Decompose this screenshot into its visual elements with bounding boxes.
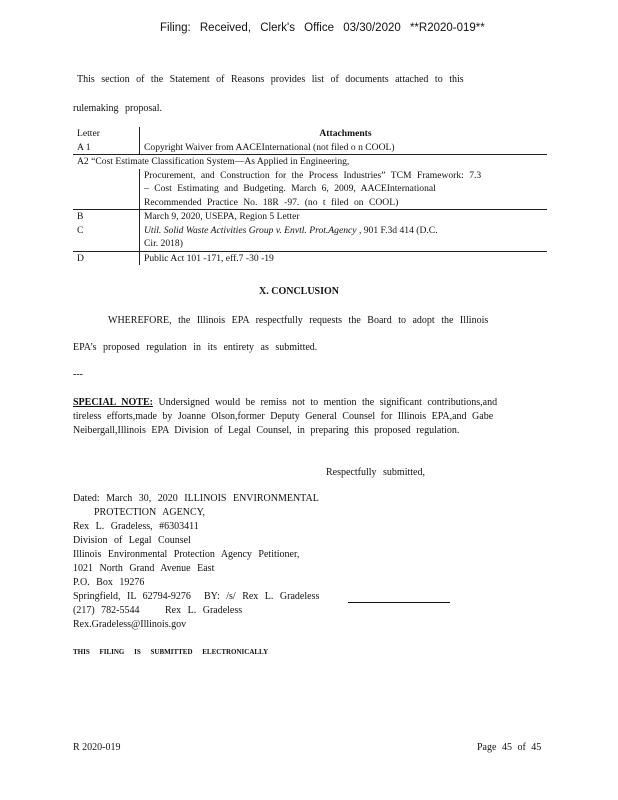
email: Rex.Gradeless@Illinois.gov xyxy=(73,619,187,630)
row-description: Copyright Waiver from AACEInternational (not filed o n COOL) xyxy=(144,141,395,153)
street-address: 1021 North Grand Avenue East xyxy=(73,563,215,574)
conclusion-line-2: EPA’s proposed regulation in its entirety as submitted. xyxy=(73,342,318,353)
by-line: BY: /s/ Rex L. Gradeless xyxy=(204,591,320,602)
dated-line: Dated: March 30, 2020 ILLINOIS ENVIRONMENTAL xyxy=(73,493,319,504)
footer-docket: R 2020-019 xyxy=(73,742,121,753)
case-name: Util. Solid Waste Activities Group v. Envtl. Prot.Agency xyxy=(144,224,357,236)
row-description: March 9, 2020, USEPA, Region 5 Letter xyxy=(140,210,548,224)
footer-page-number: Page 45 of 45 xyxy=(477,742,542,753)
table-row xyxy=(73,210,547,224)
row-description: Procurement, and Construction for the Process Industries” TCM Framework: 7.3 – Cost Estimating and Budgeting. March 6, 2009, AACEInternational Recommended Practice No. 18R -97. (no t filed on COOL) xyxy=(144,169,482,208)
table-row xyxy=(73,141,547,155)
phone: (217) 782-5544 xyxy=(73,605,140,616)
special-note-label: SPECIAL NOTE: xyxy=(73,397,153,408)
attorney-name: Rex L. Gradeless, #6303411 xyxy=(73,521,199,532)
conclusion-line-1: WHEREFORE, the Illinois EPA respectfully requests the Board to adopt the Illinois xyxy=(108,315,489,326)
table-row xyxy=(73,251,547,265)
table-row xyxy=(73,155,547,169)
letter-header: Letter xyxy=(73,127,140,141)
attachments-header: Attachments xyxy=(319,128,372,139)
table-row xyxy=(73,224,547,252)
row-letter: B xyxy=(73,210,140,224)
row-description-wide: A2 “Cost Estimate Classification System—As Applied in Engineering, xyxy=(73,155,547,169)
intro-line-1: This section of the Statement of Reasons provides list of documents attached to this xyxy=(77,74,464,85)
signature-line xyxy=(348,602,450,603)
table-row xyxy=(73,169,547,210)
special-note-line-2: tireless efforts,made by Joanne Olson,former Deputy General Counsel for Illinois EPA,and Gabe xyxy=(73,411,494,422)
case-citation: , 901 F.3d 414 (D.C. xyxy=(358,224,438,236)
special-note-line-3: Neibergall,Illinois EPA Division of Legal Counsel, in preparing this proposed regulation. xyxy=(73,425,460,436)
filing-stamp: Filing: Received, Clerk's Office 03/30/2020 **R2020-019** xyxy=(160,22,485,34)
row-description: Public Act 101 -171, eff.7 -30 -19 xyxy=(140,251,548,265)
signer-name: Rex L. Gradeless xyxy=(165,605,243,616)
row-description: Util. Solid Waste Activities Group v. Envtl. Prot.Agency , 901 F.3d 414 (D.C. Cir. 2018) xyxy=(144,224,438,249)
po-box: P.O. Box 19276 xyxy=(73,577,145,588)
special-note-line-1: SPECIAL NOTE: Undersigned would be remiss not to mention the significant contributions,and xyxy=(73,397,498,408)
table-header-row xyxy=(73,127,547,141)
intro-line-2: rulemaking proposal. xyxy=(73,103,162,114)
agency-petitioner: Illinois Environmental Protection Agency Petitioner, xyxy=(73,549,300,560)
city-line: Springfield, IL 62794-9276 xyxy=(73,591,191,602)
agency-line: PROTECTION AGENCY, xyxy=(94,507,206,518)
row-letter: D xyxy=(73,251,140,265)
attachments-table xyxy=(73,127,547,265)
row-letter: A 1 xyxy=(73,141,140,155)
division: Division of Legal Counsel xyxy=(73,535,191,546)
row-letter: C xyxy=(73,224,140,252)
conclusion-heading: X. CONCLUSION xyxy=(259,286,340,297)
separator: --- xyxy=(73,369,83,380)
electronic-filing-note: THIS FILING IS SUBMITTED ELECTRONICALLY xyxy=(73,648,269,656)
closing: Respectfully submitted, xyxy=(326,467,425,478)
